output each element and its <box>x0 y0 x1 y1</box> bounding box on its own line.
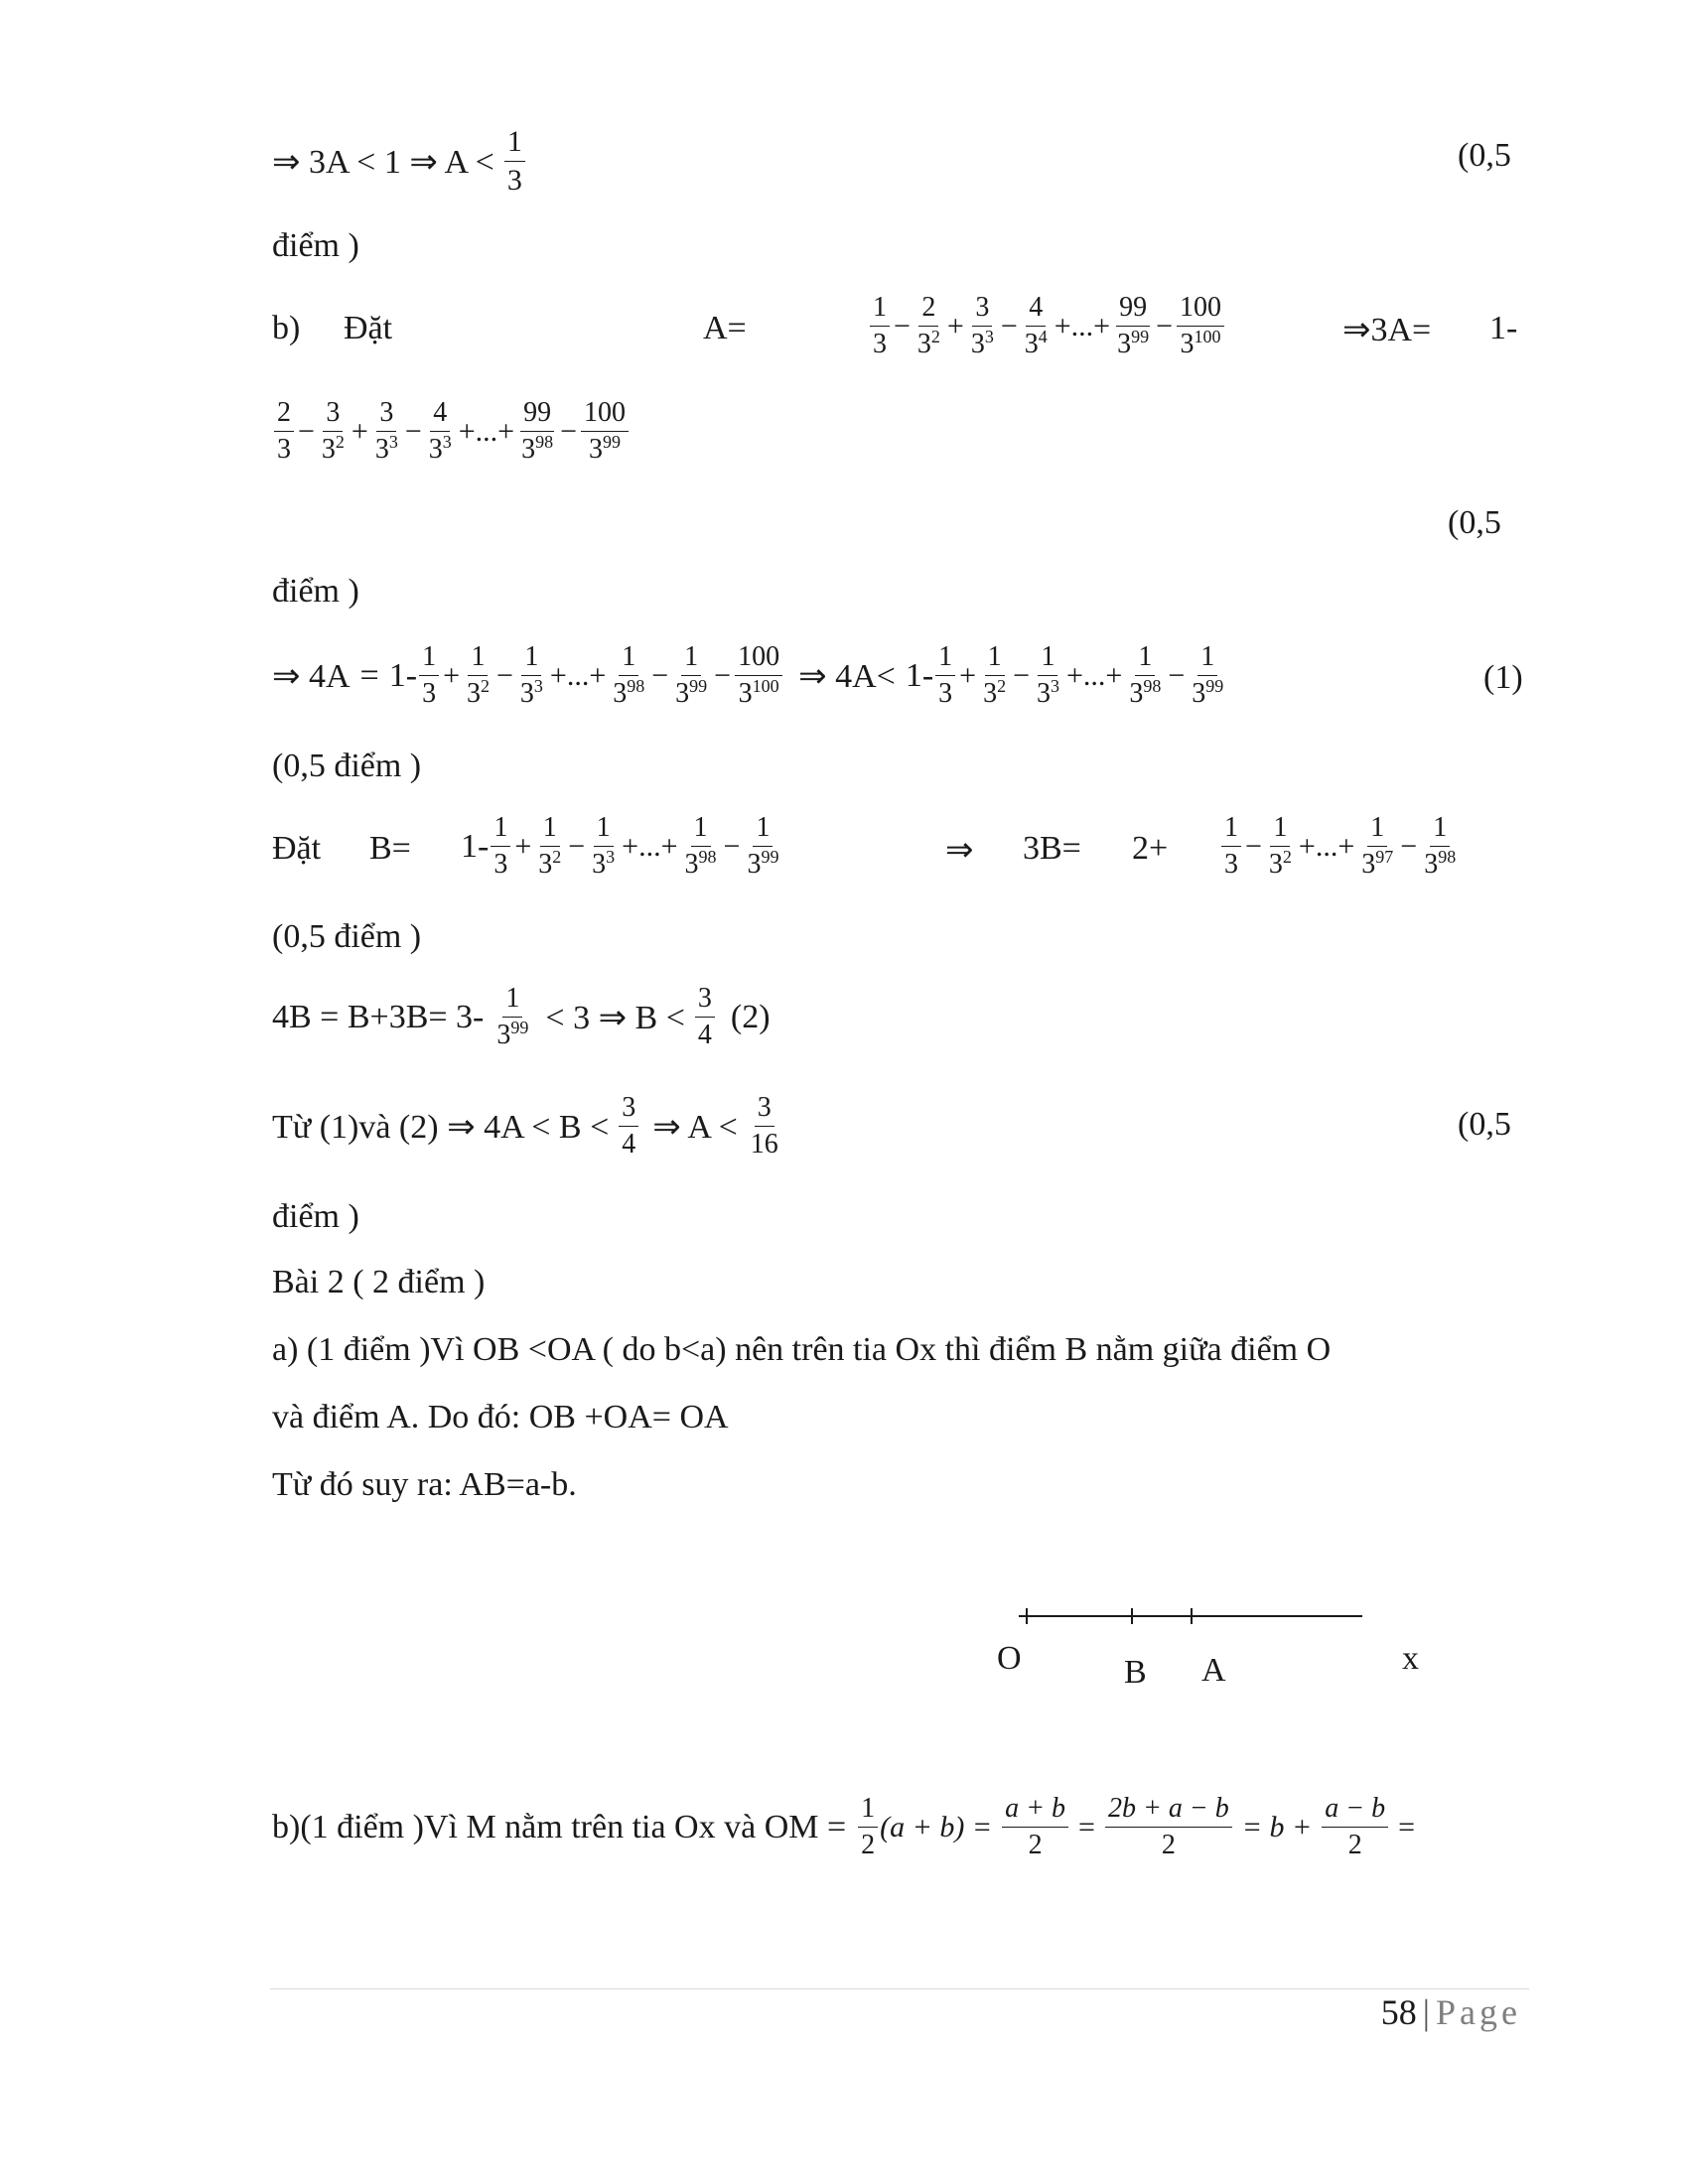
score-line: (0,5 điểm ) <box>272 748 422 784</box>
fraction: $\frac{100}{3^{100}}$ <box>735 641 782 710</box>
footer-separator: | <box>1422 1992 1431 2032</box>
part-a-line-3: Từ đó suy ra: AB=a-b. <box>272 1466 577 1503</box>
fraction: $\frac{1}{3^{99}}$ <box>675 641 708 709</box>
fraction: $\frac{100}{3^{100}}$ <box>1177 292 1224 360</box>
fraction: $\frac{3}{3^3}$ <box>374 397 398 465</box>
point-o-label: O <box>997 1640 1022 1677</box>
fraction: $\frac{99}{3^{99}}$ <box>1117 292 1150 359</box>
fraction: $\frac{2b + a - b}{2}$ <box>1105 1793 1232 1861</box>
line-conclusion: Từ (1)và (2) ⇒ 4A < B < 3 4 ⇒ A < 3 16 <box>272 1092 783 1160</box>
score-continuation: điểm ) <box>272 1198 359 1235</box>
part-a-line-2: và điểm A. Do đó: OB +OA= OA <box>272 1399 729 1435</box>
ray-diagram <box>1013 1596 1370 1636</box>
fraction: 1 3 <box>419 641 439 710</box>
dat-label: Đặt <box>344 310 393 346</box>
point-a-label: A <box>1201 1652 1226 1689</box>
implies-arrow: ⇒ <box>945 832 974 869</box>
dat-label: Đặt <box>272 830 322 867</box>
one-minus: 1- <box>1489 310 1518 346</box>
part-b-label: b) <box>272 310 301 346</box>
a-equals: A= <box>703 310 747 346</box>
fraction: 1 3 <box>1221 812 1241 881</box>
page-number: 58 <box>1380 1992 1417 2032</box>
score-continuation: điểm ) <box>272 573 359 610</box>
fraction: $\frac{100}{3^{99}}$ <box>581 397 629 466</box>
series-3b: 1 3 − $\frac{1}{3^2}$ +...+ $\frac{1}{3^{97}}$ − $\frac{1}{3^{98}}$ <box>1219 812 1461 881</box>
fraction: $\frac{1}{3^3}$ <box>592 812 616 880</box>
point-b-label: B <box>1124 1654 1147 1691</box>
fraction: $\frac{1}{3^2}$ <box>538 812 562 880</box>
page-footer <box>1381 1990 1521 2034</box>
ray-x-label: x <box>1402 1640 1419 1677</box>
fraction: $\frac{1}{3^2}$ <box>983 641 1007 709</box>
fraction: $\frac{4}{3^4}$ <box>1024 292 1048 359</box>
fraction: 1 3 <box>870 292 890 360</box>
fraction: $\frac{2}{3^2}$ <box>916 292 940 359</box>
three-a-equals: ⇒3A= <box>1342 312 1432 348</box>
three-b-equals: 3B= <box>1023 830 1081 867</box>
fraction: $\frac{1}{3^{98}}$ <box>684 812 717 880</box>
fraction: $\frac{1}{3^{98}}$ <box>1424 812 1457 880</box>
fraction: $\frac{3}{3^2}$ <box>321 397 345 465</box>
fraction: $\frac{4}{3^3}$ <box>428 397 452 465</box>
fraction: $\frac{1}{3^{98}}$ <box>1129 641 1162 709</box>
fraction: $\frac{1}{3^{98}}$ <box>613 641 645 709</box>
fraction: $\frac{1}{3^2}$ <box>466 641 490 709</box>
fraction: 3 16 <box>750 1092 778 1160</box>
fraction: $\frac{3}{3^3}$ <box>970 292 994 359</box>
score-label: (0,5 <box>1448 504 1501 541</box>
fraction: 2 3 <box>274 397 294 466</box>
fraction: 1 $3^{99}$ <box>496 983 529 1050</box>
fraction: $\frac{99}{3^{98}}$ <box>521 397 554 465</box>
line-4a: ⇒ 4A = 1- 1 3 + $\frac{1}{3^2}$ − $\frac{1}{3^3}$ +...+ $\frac{1}{3^{98}}$ − $\frac{1}{3^{99}}$ − $\frac{100}{3^{100}}$ ⇒ 4A< 1- 1 3 + $\frac{1}{3^2}$ − $\frac{1}{3^3}$ +...+ $\frac{1}{3^{98}}$ − $\frac{1}{3^{99}}$ <box>272 641 1228 710</box>
footer-divider <box>270 1988 1529 1989</box>
fraction: $\frac{1}{3^3}$ <box>1036 641 1059 709</box>
two-plus: 2+ <box>1132 830 1169 867</box>
fraction: $\frac{a + b}{2}$ <box>1002 1793 1068 1861</box>
series-a: 1 3 − $\frac{2}{3^2}$ + $\frac{3}{3^3}$ − $\frac{4}{3^4}$ +...+ $\frac{99}{3^{99}}$ − $\frac{100}{3^{100}}$ <box>868 292 1226 360</box>
score-continuation: điểm ) <box>272 227 359 264</box>
fraction: $\frac{1}{3^{99}}$ <box>747 812 779 880</box>
fraction: $\frac{1}{3^{97}}$ <box>1361 812 1394 880</box>
b-equals: B= <box>369 830 411 867</box>
line-a-result: ⇒ 3A < 1 ⇒ A < 1 3 <box>272 125 527 198</box>
equation-tag: (1) <box>1483 659 1523 696</box>
fraction: 1 3 <box>935 641 955 710</box>
part-b-line: b)(1 điểm )Vì M nằm trên tia Ox và OM = $\frac{1}{2}$ (a + b) = $\frac{a + b}{2}$ = $\frac{2b + a - b}{2}$ = b + $\frac{a - b}{2}$ = <box>272 1793 1416 1860</box>
fraction: 3 4 <box>695 983 715 1051</box>
series-3a: 2 3 − $\frac{3}{3^2}$ + $\frac{3}{3^3}$ − $\frac{4}{3^3}$ +...+ $\frac{99}{3^{98}}$ − $\frac{100}{3^{99}}$ <box>272 397 631 466</box>
fraction: $\frac{1}{3^2}$ <box>1268 812 1292 880</box>
score-line: (0,5 điểm ) <box>272 918 422 955</box>
part-a-line-1: a) (1 điểm )Vì OB <OA ( do b<a) nên trên tia Ox thì điểm B nằm giữa điểm O <box>272 1331 1332 1368</box>
fraction: $\frac{1}{3^3}$ <box>519 641 543 709</box>
fraction: $\frac{a - b}{2}$ <box>1322 1793 1388 1861</box>
fraction: 1 3 <box>504 125 525 198</box>
fraction: $\frac{1}{2}$ <box>858 1793 878 1861</box>
score-label: (0,5 <box>1458 137 1511 174</box>
fraction: 1 3 <box>491 812 510 881</box>
fraction: 3 4 <box>619 1092 638 1160</box>
line-4b: 4B = B+3B= 3- 1 $3^{99}$ < 3 ⇒ B < 3 4 (2) <box>272 983 771 1050</box>
fraction: $\frac{1}{3^{99}}$ <box>1192 641 1224 709</box>
series-b: 1- 1 3 + $\frac{1}{3^2}$ − $\frac{1}{3^3}$ +...+ $\frac{1}{3^{98}}$ − $\frac{1}{3^{99}}$ <box>461 812 783 881</box>
page-label: Page <box>1436 1992 1521 2032</box>
exercise-title: Bài 2 ( 2 điểm ) <box>272 1264 486 1300</box>
score-label: (0,5 <box>1458 1106 1511 1143</box>
